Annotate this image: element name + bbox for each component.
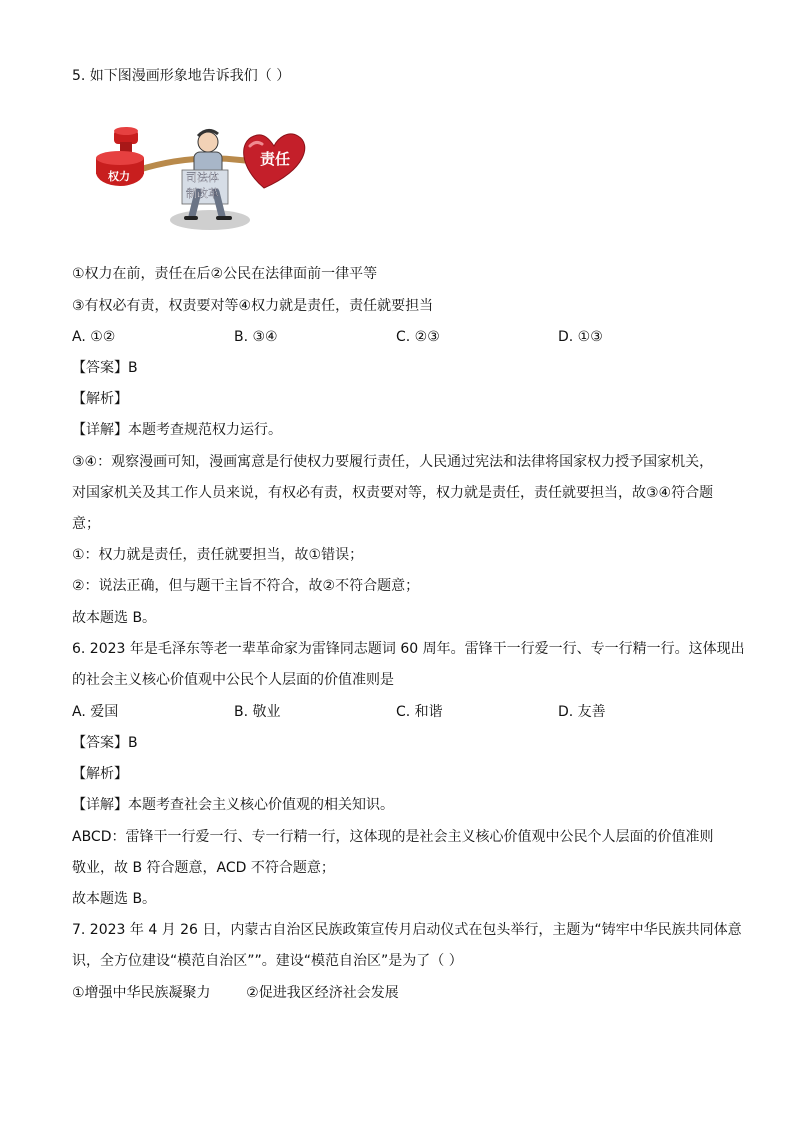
q5-option-b: B. ③④ xyxy=(234,329,278,345)
q6-explain-line1: ABCD：雷锋干一行爱一行、专一行精一行，这体现的是社会主义核心价值观中公民个人层面的价值准则 xyxy=(72,829,714,845)
q7-stem-line2: 识，全方位建设“模范自治区””。建设“模范自治区”是为了（ ） xyxy=(72,953,463,969)
cartoon-reform-label-2: 制改革 xyxy=(186,187,219,200)
q5-conclusion: 故本题选 B。 xyxy=(72,610,157,626)
q6-option-c: C. 和谐 xyxy=(396,704,443,720)
cartoon-responsibility-label: 责任 xyxy=(260,150,291,168)
q5-option-d: D. ①③ xyxy=(558,329,603,345)
q5-option-a: A. ①② xyxy=(72,329,116,345)
q5-explain-1: ①：权力就是责任，责任就要担当，故①错误； xyxy=(72,547,364,563)
q5-option-c: C. ②③ xyxy=(396,329,440,345)
q5-statement-3-4: ③有权必有责，权责要对等④权力就是责任，责任就要担当 xyxy=(72,298,434,314)
q6-conclusion: 故本题选 B。 xyxy=(72,891,157,907)
q6-option-b: B. 敬业 xyxy=(234,704,281,720)
q5-detail: 【详解】本题考查规范权力运行。 xyxy=(72,422,282,438)
q5-stem: 5. 如下图漫画形象地告诉我们（ ） xyxy=(72,68,291,84)
q6-stem-line2: 的社会主义核心价值观中公民个人层面的价值准则是 xyxy=(72,672,394,688)
q6-option-d: D. 友善 xyxy=(558,704,606,720)
q6-analysis-heading: 【解析】 xyxy=(72,766,128,782)
q6-answer: 【答案】B xyxy=(72,735,138,751)
q5-explain-34-line3: 意； xyxy=(72,516,100,532)
cartoon-power-label: 权力 xyxy=(108,170,130,183)
q6-stem-line1: 6. 2023 年是毛泽东等老一辈革命家为雷锋同志题词 60 周年。雷锋干一行爱一行、专一行精一行。这体现出 xyxy=(72,641,745,657)
q7-statement-1-2: ①增强中华民族凝聚力 ②促进我区经济社会发展 xyxy=(72,985,399,1001)
q5-explain-34-line2: 对国家机关及其工作人员来说，有权必有责，权责要对等，权力就是责任，责任就要担当，故③④符合题 xyxy=(72,485,714,501)
cartoon-reform-label-1: 司法体 xyxy=(186,171,219,184)
q6-explain-line2: 敬业，故 B 符合题意，ACD 不符合题意； xyxy=(72,860,335,876)
q5-analysis-heading: 【解析】 xyxy=(72,391,128,407)
q5-statement-1-2: ①权力在前，责任在后②公民在法律面前一律平等 xyxy=(72,266,378,282)
q7-stem-line1: 7. 2023 年 4 月 26 日，内蒙古自治区民族政策宣传月启动仪式在包头举行，主题为“铸牢中华民族共同体意 xyxy=(72,922,742,938)
q5-explain-34-line1: ③④：观察漫画可知，漫画寓意是行使权力要履行责任，人民通过宪法和法律将国家权力授予国家机关， xyxy=(72,454,714,470)
q6-option-a: A. 爱国 xyxy=(72,704,119,720)
q6-detail: 【详解】本题考查社会主义核心价值观的相关知识。 xyxy=(72,797,394,813)
q5-answer: 【答案】B xyxy=(72,360,138,376)
q5-explain-2: ②：说法正确，但与题干主旨不符合，故②不符合题意； xyxy=(72,578,420,594)
cartoon-image xyxy=(90,118,314,238)
